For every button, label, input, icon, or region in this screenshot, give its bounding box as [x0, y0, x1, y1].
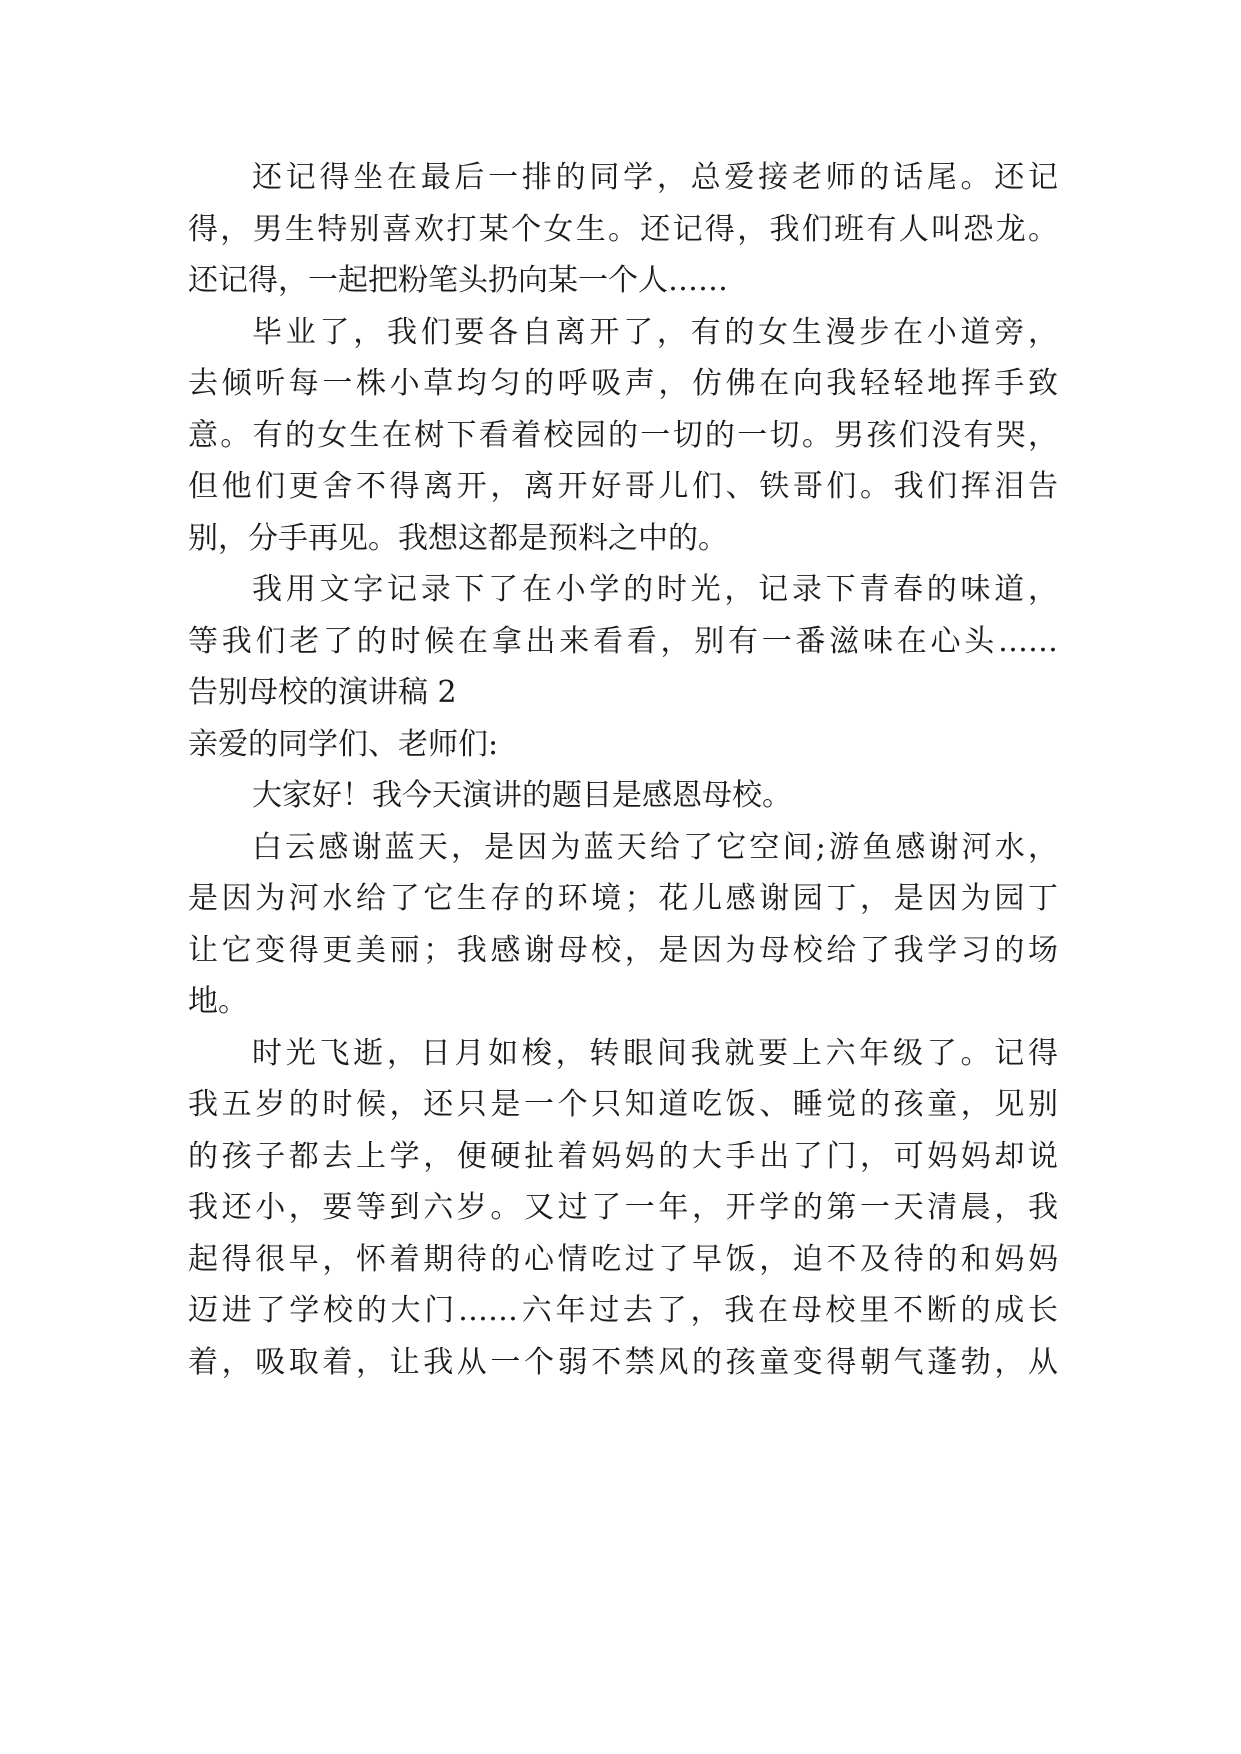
text-line: 迈进了学校的大门……六年过去了，我在母校里不断的成长: [188, 1293, 1058, 1328]
text-line: 别，分手再见。我想这都是预料之中的。: [188, 520, 728, 556]
text-line: 但他们更舍不得离开，离开好哥儿们、铁哥们。我们挥泪告: [188, 469, 1058, 504]
text-line: 毕业了，我们要各自离开了，有的女生漫步在小道旁，: [252, 314, 1058, 350]
text-line: 等我们老了的时候在拿出来看看，别有一番滋味在心头……: [188, 623, 1058, 659]
text-line: 让它变得更美丽；我感谢母校，是因为母校给了我学习的场: [188, 932, 1058, 968]
text-line: 去倾听每一株小草均匀的呼吸声，仿佛在向我轻轻地挥手致: [188, 366, 1058, 401]
section-heading: 告别母校的演讲稿 2: [188, 675, 457, 710]
text-line: 得，男生特别喜欢打某个女生。还记得，我们班有人叫恐龙。: [188, 211, 1058, 247]
text-line: 起得很早，怀着期待的心情吃过了早饭，迫不及待的和妈妈: [188, 1241, 1058, 1277]
text-line: 我五岁的时候，还只是一个只知道吃饭、睡觉的孩童，见别: [188, 1087, 1058, 1122]
text-line: 还记得，一起把粉笔头扔向某一个人……: [188, 263, 728, 298]
text-line: 是因为河水给了它生存的环境；花儿感谢园丁，是因为园丁: [188, 881, 1058, 916]
document-body: [188, 152, 1058, 1388]
text-line: 时光飞逝，日月如梭，转眼间我就要上六年级了。记得: [252, 1035, 1058, 1071]
text-line: 意。有的女生在树下看着校园的一切的一切。男孩们没有哭，: [188, 417, 1058, 453]
salutation: 亲爱的同学们、老师们:: [188, 726, 499, 762]
text-line: 大家好！我今天演讲的题目是感恩母校。: [252, 778, 792, 813]
text-line: 我用文字记录下了在小学的时光，记录下青春的味道，: [252, 572, 1058, 607]
text-line: 着，吸取着，让我从一个弱不禁风的孩童变得朝气蓬勃，从: [188, 1344, 1058, 1380]
text-line: 的孩子都去上学，便硬扯着妈妈的大手出了门，可妈妈却说: [188, 1138, 1058, 1174]
text-line: 白云感谢蓝天，是因为蓝天给了它空间;游鱼感谢河水，: [252, 829, 1058, 865]
text-line: 地。: [188, 984, 248, 1019]
text-line: 还记得坐在最后一排的同学，总爱接老师的话尾。还记: [252, 160, 1058, 195]
text-line: 我还小，要等到六岁。又过了一年，开学的第一天清晨，我: [188, 1190, 1058, 1225]
